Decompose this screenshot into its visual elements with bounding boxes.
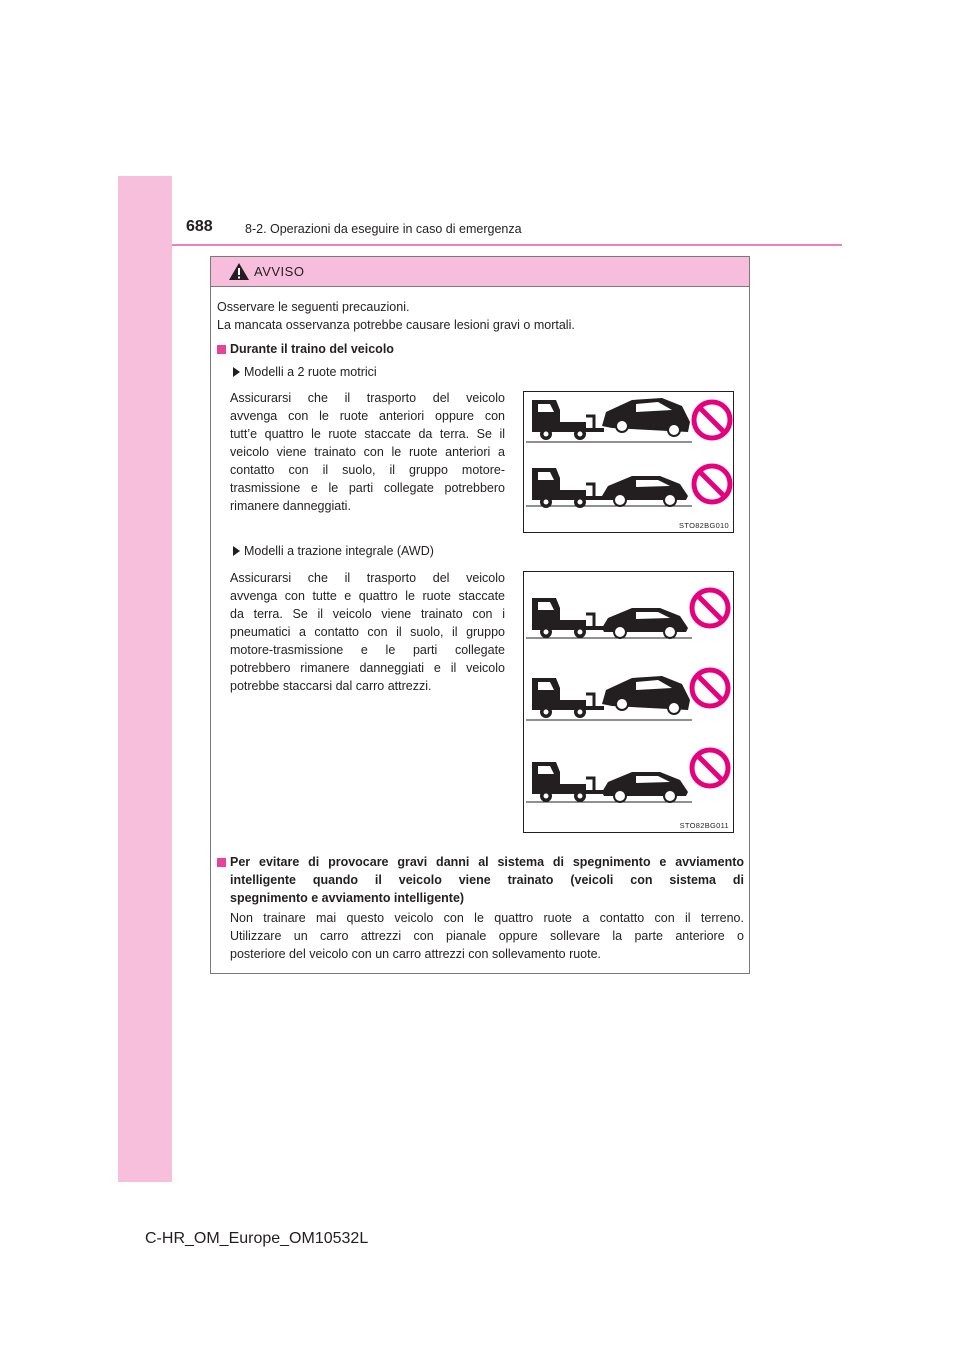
warning-title: AVVISO xyxy=(254,264,305,279)
warning-box xyxy=(210,256,750,974)
intro-line-1: Osservare le seguenti precauzioni. xyxy=(217,300,410,314)
section2-heading-line: spegnimento e avviamento intelligente) xyxy=(230,891,465,905)
figure-2wd-towing xyxy=(523,391,734,533)
sub2-line: potrebbe staccarsi dal carro attrezzi. xyxy=(230,679,432,693)
arrow-bullet-icon xyxy=(233,367,240,377)
intro-line-2: La mancata osservanza potrebbe causare lesioni gravi o mortali. xyxy=(217,318,575,332)
sub2-line: Assicurarsi che il trasporto del veicolo xyxy=(230,571,505,585)
sub1-line: contatto con il suolo, il gruppo motore- xyxy=(230,463,505,477)
towing-illustration-2wd xyxy=(524,392,733,532)
footer-document-code: C-HR_OM_Europe_OM10532L xyxy=(145,1230,369,1247)
sub1-line: rimanere danneggiati. xyxy=(230,499,351,513)
section2-heading-line: intelligente quando il veicolo viene trainato (veicoli con sistema di xyxy=(230,873,744,887)
sub2-line: potrebbero rimanere danneggiati e il veicolo xyxy=(230,661,505,675)
square-bullet-icon xyxy=(217,858,226,867)
section1-heading: Durante il traino del veicolo xyxy=(230,342,394,356)
sub2-label: Modelli a trazione integrale (AWD) xyxy=(244,544,434,558)
sub2-line: da terra. Se il veicolo viene trainato con i xyxy=(230,607,505,621)
sub1-line: Assicurarsi che il trasporto del veicolo xyxy=(230,391,505,405)
sub2-line: pneumatici a contatto con il suolo, il gruppo xyxy=(230,625,505,639)
warning-triangle-icon xyxy=(228,262,250,281)
header-rule xyxy=(172,244,842,246)
warning-header xyxy=(211,257,749,287)
towing-illustration-awd xyxy=(524,572,733,832)
sub1-line: avvenga con le ruote anteriori oppure con xyxy=(230,409,505,423)
figure-code: STO82BG010 xyxy=(679,521,729,530)
sub1-label: Modelli a 2 ruote motrici xyxy=(244,365,377,379)
section2-heading-line: Per evitare di provocare gravi danni al sistema di spegnimento e avviamento xyxy=(230,855,744,869)
figure-code: STO82BG011 xyxy=(679,821,729,830)
section2-body-line: posteriore del veicolo con un carro attrezzi con sollevamento ruote. xyxy=(230,947,602,961)
section-title: 8-2. Operazioni da eseguire in caso di emergenza xyxy=(245,222,522,236)
page-number: 688 xyxy=(186,218,213,235)
sub2-line: avvenga con tutte e quattro le ruote staccate xyxy=(230,589,505,603)
sub1-line: trasmissione e le parti collegate potrebbero xyxy=(230,481,505,495)
figure-awd-towing xyxy=(523,571,734,833)
sub2-line: motore-trasmissione e le parti collegate xyxy=(230,643,505,657)
sub1-line: tutt’e quattro le ruote staccate da terra. Se il xyxy=(230,427,505,441)
section2-body-line: Utilizzare un carro attrezzi con pianale oppure sollevare la parte anteriore o xyxy=(230,929,744,943)
sub1-line: veicolo viene trainato con le ruote anteriori a xyxy=(230,445,505,459)
chapter-side-tab xyxy=(118,176,172,1182)
section2-body-line: Non trainare mai questo veicolo con le quattro ruote a contatto con il terreno. xyxy=(230,911,744,925)
square-bullet-icon xyxy=(217,345,226,354)
arrow-bullet-icon xyxy=(233,546,240,556)
